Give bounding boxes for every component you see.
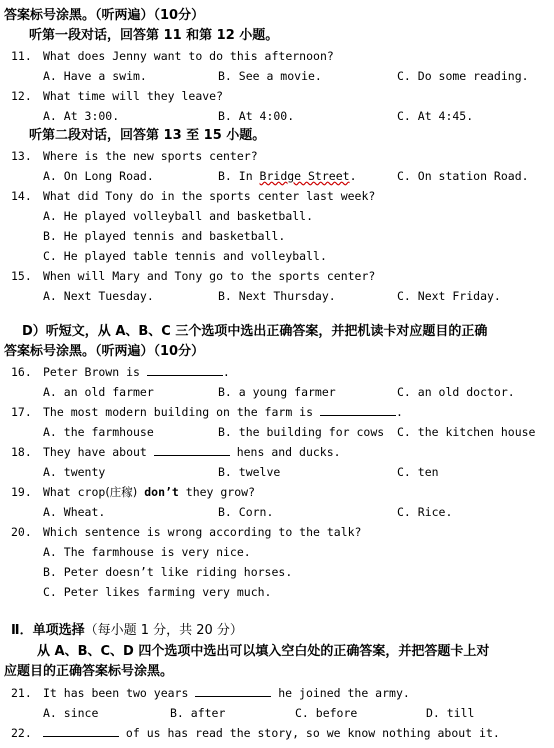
question-14 bbox=[0, 186, 554, 206]
option-c: C. Do some reading. bbox=[397, 69, 529, 83]
question-text-pre: It has been two years bbox=[43, 686, 196, 700]
question-text: Where is the new sports center? bbox=[43, 149, 258, 163]
question-20-option-c bbox=[0, 582, 554, 602]
option-a: A. Next Tuesday. bbox=[43, 289, 154, 303]
option-b: B. At 4:00. bbox=[218, 109, 295, 123]
question-text-post: of us has read the story, so we know nothing about it. bbox=[119, 726, 500, 740]
option-b: B. after bbox=[170, 706, 226, 720]
section-ii-heading bbox=[11, 620, 243, 640]
question-text bbox=[43, 362, 230, 382]
section-ii-title: Ⅱ．单项选择 bbox=[11, 623, 85, 638]
option-a: A. the farmhouse bbox=[43, 425, 154, 439]
question-15-options bbox=[0, 286, 554, 306]
question-number: 17. bbox=[11, 405, 32, 419]
question-text-pre: The most modern building on the farm is bbox=[43, 405, 320, 419]
question-text: When will Mary and Tony go to the sports center? bbox=[43, 269, 376, 283]
option-a: A. an old farmer bbox=[43, 385, 154, 399]
option-a: A. He played volleyball and basketball. bbox=[43, 209, 314, 223]
answer-blank bbox=[43, 724, 119, 737]
option-b: B. the building for cows bbox=[218, 425, 385, 439]
option-b-period: . bbox=[349, 169, 357, 183]
question-19 bbox=[0, 482, 554, 502]
option-b: B. See a movie. bbox=[218, 69, 322, 83]
option-c: C. before bbox=[295, 706, 358, 720]
question-number: 16. bbox=[11, 365, 32, 379]
question-text-pre: Peter Brown is bbox=[43, 365, 147, 379]
question-text-post: . bbox=[222, 365, 230, 379]
question-number: 11. bbox=[11, 49, 32, 63]
answer-blank bbox=[154, 443, 230, 456]
answer-blank bbox=[147, 363, 223, 376]
question-text-post: he joined the army. bbox=[271, 686, 410, 700]
option-b: B. Peter doesn’t like riding horses. bbox=[43, 565, 293, 579]
section-ii-instruction-cont: 应题目的正确答案标号涂黑。 bbox=[4, 664, 174, 679]
section-ii-instruction: 从 A、B、C、D 四个选项中选出可以填入空白处的正确答案，并把答题卡上对 bbox=[37, 644, 490, 659]
question-19-options bbox=[0, 502, 554, 522]
option-b: B. a young farmer bbox=[218, 385, 336, 399]
option-d: D. till bbox=[426, 706, 475, 720]
option-a: A. Have a swim. bbox=[43, 69, 147, 83]
option-a: A. The farmhouse is very nice. bbox=[43, 545, 251, 559]
option-c: C. Next Friday. bbox=[397, 289, 501, 303]
option-c: C. At 4:45. bbox=[397, 109, 474, 123]
option-a: A. At 3:00. bbox=[43, 109, 120, 123]
question-number: 13. bbox=[11, 149, 32, 163]
question-text: What does Jenny want to do this afternoon? bbox=[43, 49, 334, 63]
question-13 bbox=[0, 146, 554, 166]
question-text bbox=[43, 683, 410, 703]
question-11-options bbox=[0, 66, 554, 86]
question-number: 12. bbox=[11, 89, 32, 103]
question-number: 21. bbox=[11, 686, 32, 700]
option-b bbox=[218, 166, 357, 186]
question-text-post: hens and ducks. bbox=[229, 445, 341, 459]
question-18-options bbox=[0, 462, 554, 482]
question-14-option-a bbox=[0, 206, 554, 226]
section-d-header-cont: 答案标号涂黑。（听两遍）（10分） bbox=[4, 344, 205, 359]
option-a: A. Wheat. bbox=[43, 505, 106, 519]
option-b: B. Corn. bbox=[218, 505, 274, 519]
question-18 bbox=[0, 442, 554, 462]
question-text: Which sentence is wrong according to the talk? bbox=[43, 525, 362, 539]
question-number: 18. bbox=[11, 445, 32, 459]
question-emphasis: don’t bbox=[137, 485, 179, 499]
option-c: C. ten bbox=[397, 465, 439, 479]
section-ii-score: （每小题 1 分，共 20 分） bbox=[84, 623, 243, 638]
question-15 bbox=[0, 266, 554, 286]
option-a: A. since bbox=[43, 706, 99, 720]
section-c-header-cont: 答案标号涂黑。（听两遍）（10分） bbox=[4, 8, 205, 23]
option-b-prefix: B. In bbox=[218, 169, 260, 183]
option-c: C. the kitchen house bbox=[397, 425, 536, 439]
question-text bbox=[43, 482, 255, 502]
option-c: C. Rice. bbox=[397, 505, 453, 519]
question-21-options bbox=[0, 703, 554, 723]
question-16-options bbox=[0, 382, 554, 402]
option-a: A. On Long Road. bbox=[43, 169, 154, 183]
question-text: What did Tony do in the sports center last week? bbox=[43, 189, 376, 203]
question-text-post: they grow? bbox=[178, 485, 256, 499]
question-22 bbox=[0, 723, 554, 743]
question-16 bbox=[0, 362, 554, 382]
section-d-header: D）听短文，从 A、B、C 三个选项中选出正确答案，并把机读卡对应题目的正确 bbox=[22, 324, 488, 339]
question-17-options bbox=[0, 422, 554, 442]
question-number: 14. bbox=[11, 189, 32, 203]
option-b-street: Bridge Street bbox=[259, 169, 350, 183]
question-text-post: . bbox=[395, 405, 403, 419]
question-text bbox=[43, 723, 500, 743]
option-a: A. twenty bbox=[43, 465, 106, 479]
question-text bbox=[43, 402, 403, 422]
answer-blank bbox=[320, 403, 396, 416]
answer-blank bbox=[195, 684, 271, 697]
question-gloss: (庄稼) bbox=[105, 485, 138, 499]
question-11 bbox=[0, 46, 554, 66]
option-c: C. He played table tennis and volleyball. bbox=[43, 249, 327, 263]
question-14-option-b bbox=[0, 226, 554, 246]
option-c: C. Peter likes farming very much. bbox=[43, 585, 272, 599]
question-20 bbox=[0, 522, 554, 542]
question-20-option-a bbox=[0, 542, 554, 562]
dialog2-instruction: 听第二段对话，回答第 13 至 15 小题。 bbox=[29, 128, 266, 143]
question-21 bbox=[0, 683, 554, 703]
question-20-option-b bbox=[0, 562, 554, 582]
dialog1-instruction: 听第一段对话，回答第 11 和第 12 小题。 bbox=[29, 28, 279, 43]
option-c: C. On station Road. bbox=[397, 169, 529, 183]
question-number: 20. bbox=[11, 525, 32, 539]
question-text-pre: They have about bbox=[43, 445, 154, 459]
question-13-options bbox=[0, 166, 554, 186]
question-number: 22. bbox=[11, 726, 32, 740]
option-b: B. twelve bbox=[218, 465, 281, 479]
question-text-pre: What crop bbox=[43, 485, 106, 499]
question-17 bbox=[0, 402, 554, 422]
question-number: 15. bbox=[11, 269, 32, 283]
question-text bbox=[43, 442, 341, 462]
question-text: What time will they leave? bbox=[43, 89, 224, 103]
option-b: B. Next Thursday. bbox=[218, 289, 336, 303]
option-b: B. He played tennis and basketball. bbox=[43, 229, 286, 243]
question-14-option-c bbox=[0, 246, 554, 266]
option-c: C. an old doctor. bbox=[397, 385, 515, 399]
question-12 bbox=[0, 86, 554, 106]
question-number: 19. bbox=[11, 485, 32, 499]
question-12-options bbox=[0, 106, 554, 126]
